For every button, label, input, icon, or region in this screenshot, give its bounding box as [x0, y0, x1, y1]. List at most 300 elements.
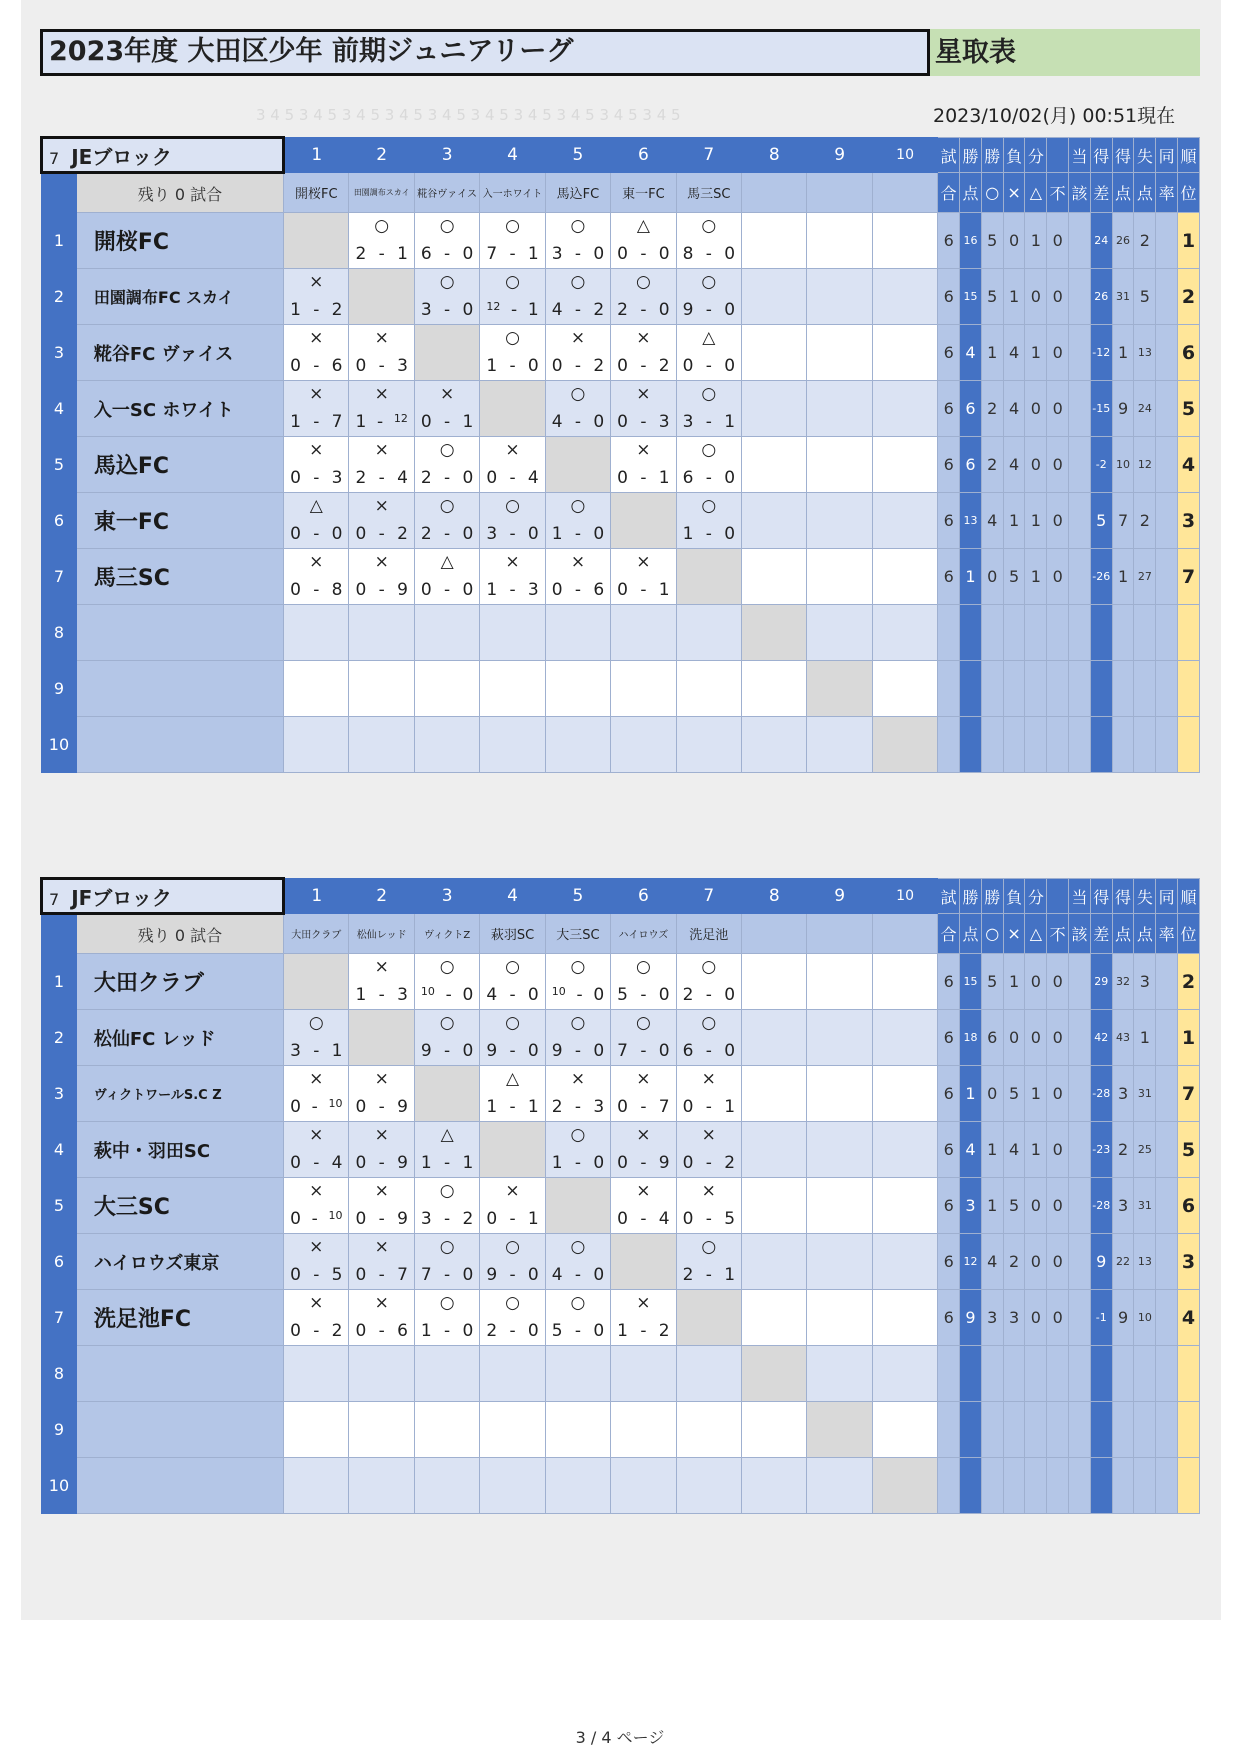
column-number: 5	[545, 879, 610, 914]
score-dash: -	[444, 1041, 451, 1061]
score-for: 0	[290, 356, 301, 376]
match-score	[677, 1153, 741, 1173]
stat-cell: 3	[1112, 1178, 1134, 1234]
score-dash: -	[640, 468, 647, 488]
column-number: 6	[611, 138, 676, 173]
match-score	[349, 1321, 413, 1341]
score-against: 0	[724, 356, 736, 376]
stat-cell: 0	[1047, 1010, 1069, 1066]
match-score	[480, 524, 544, 544]
column-number: 4	[480, 879, 545, 914]
stat-cell: 5	[1003, 1178, 1025, 1234]
match-score	[480, 1041, 544, 1061]
stat-cell: 9	[960, 1290, 982, 1346]
score-for: 3	[420, 1209, 432, 1229]
stat-cell: -28	[1090, 1066, 1112, 1122]
row-number: 5	[42, 437, 77, 493]
stat-cell	[1134, 605, 1156, 661]
stat-cell: 1	[981, 325, 1003, 381]
match-cell	[872, 661, 937, 717]
opponent-header	[807, 173, 872, 213]
result-mark: ×	[701, 1125, 716, 1145]
match-score	[611, 468, 675, 488]
team-name: 萩中・羽田SC	[76, 1122, 283, 1178]
score-dash: -	[444, 1209, 451, 1229]
stat-cell	[960, 1402, 982, 1458]
opponent-header: 馬三SC	[676, 173, 741, 213]
match-cell	[284, 1458, 349, 1514]
team-row	[42, 661, 1200, 717]
match-cell	[349, 954, 414, 1010]
score-dash: -	[445, 985, 452, 1005]
stat-header-top: 試	[938, 879, 960, 914]
header-row-opponents	[42, 914, 1200, 954]
stat-header-bottom: 差	[1090, 914, 1112, 954]
stat-cell: 0	[1047, 1234, 1069, 1290]
stat-cell: 16	[960, 213, 982, 269]
stat-cell	[960, 1458, 982, 1514]
opponent-header: 馬込FC	[545, 173, 610, 213]
stat-cell: 6	[938, 437, 960, 493]
score-dash: -	[313, 1041, 320, 1061]
score-for: 1	[420, 1321, 432, 1341]
stat-header-bottom: 該	[1069, 173, 1091, 213]
remaining-games: 残り 0 試合	[76, 914, 283, 954]
score-dash: -	[444, 1321, 451, 1341]
score-for: 1	[420, 1153, 432, 1173]
header-row-opponents	[42, 173, 1200, 213]
stat-cell: 10	[1112, 437, 1134, 493]
match-cell	[742, 1178, 807, 1234]
result-mark: ○	[701, 496, 717, 516]
match-cell	[284, 325, 349, 381]
match-score	[284, 1209, 348, 1229]
score-for: 5	[617, 985, 628, 1005]
score-for: 9	[486, 1041, 498, 1061]
stat-cell	[938, 1402, 960, 1458]
score-for: 2	[420, 524, 432, 544]
score-dash: -	[313, 524, 320, 544]
row-number: 8	[42, 1346, 77, 1402]
stat-cell: 5	[1090, 493, 1112, 549]
stat-cell: 0	[1025, 381, 1047, 437]
match-score	[284, 1265, 348, 1285]
result-mark: ○	[635, 1013, 651, 1033]
match-cell	[807, 269, 872, 325]
match-score	[284, 300, 348, 320]
stat-cell: 1	[981, 1122, 1003, 1178]
score-against: 0	[462, 244, 474, 264]
result-mark: ×	[374, 1069, 389, 1089]
row-number: 2	[42, 1010, 77, 1066]
stat-cell: 1	[1112, 325, 1134, 381]
match-cell	[545, 1290, 610, 1346]
score-against: 0	[724, 524, 736, 544]
match-cell	[872, 1010, 937, 1066]
header-row-numbers	[42, 138, 1200, 173]
match-cell	[807, 549, 872, 605]
match-cell	[414, 1010, 479, 1066]
match-score	[284, 1153, 348, 1173]
match-score	[415, 468, 479, 488]
score-for: 4	[551, 1265, 563, 1285]
match-cell	[611, 605, 676, 661]
score-for: 1	[290, 412, 301, 432]
score-for: 0	[486, 468, 498, 488]
stat-cell: 0	[1047, 325, 1069, 381]
match-cell	[742, 493, 807, 549]
score-dash: -	[311, 1209, 318, 1229]
match-score	[284, 1041, 348, 1061]
match-score	[677, 300, 741, 320]
match-cell	[742, 549, 807, 605]
score-against: 1	[397, 244, 408, 264]
score-against: 7	[397, 1265, 408, 1285]
match-score	[415, 985, 479, 1005]
column-number: 7	[676, 879, 741, 914]
stat-cell	[938, 605, 960, 661]
stat-cell	[1156, 1122, 1178, 1178]
match-cell	[742, 269, 807, 325]
match-cell	[676, 437, 741, 493]
result-mark: △	[440, 1125, 454, 1145]
stat-cell	[1134, 1458, 1156, 1514]
stat-cell: 4	[1003, 437, 1025, 493]
match-cell	[807, 954, 872, 1010]
score-for: 0	[420, 580, 432, 600]
stat-cell: 1	[1025, 549, 1047, 605]
match-score	[677, 1265, 741, 1285]
score-for: 1	[486, 1097, 498, 1117]
result-mark: ×	[309, 272, 324, 292]
score-against: 0	[527, 1265, 539, 1285]
stat-cell	[1090, 1402, 1112, 1458]
stat-cell	[1069, 213, 1091, 269]
stat-cell	[1134, 661, 1156, 717]
row-number: 6	[42, 1234, 77, 1290]
match-score	[349, 356, 413, 376]
stat-cell	[1156, 269, 1178, 325]
self-match-cell	[872, 717, 937, 773]
match-cell	[349, 493, 414, 549]
match-score	[677, 985, 741, 1005]
match-score	[349, 1265, 413, 1285]
score-dash: -	[705, 1041, 712, 1061]
score-against: 2	[658, 1321, 670, 1341]
score-against: 0	[462, 985, 474, 1005]
stat-header-top: 当	[1069, 138, 1091, 173]
match-cell	[545, 717, 610, 773]
match-score	[349, 412, 413, 432]
opponent-header: ヴィクトZ	[414, 914, 479, 954]
result-mark: ○	[570, 957, 586, 977]
score-against: 1	[462, 412, 474, 432]
score-for: 2	[420, 468, 432, 488]
match-score	[480, 580, 544, 600]
match-cell	[872, 1346, 937, 1402]
stat-cell	[1003, 1346, 1025, 1402]
score-dash: -	[705, 468, 712, 488]
score-against: 0	[462, 580, 474, 600]
score-dash: -	[444, 524, 451, 544]
score-dash: -	[444, 244, 451, 264]
stat-cell	[1134, 1346, 1156, 1402]
match-cell	[676, 1178, 741, 1234]
self-match-cell	[545, 437, 610, 493]
stat-cell: 24	[1090, 213, 1112, 269]
result-mark: ○	[439, 957, 455, 977]
stat-cell	[1069, 661, 1091, 717]
score-for: 0	[617, 412, 628, 432]
score-for: 0	[290, 1265, 301, 1285]
row-number: 4	[42, 381, 77, 437]
row-number: 7	[42, 549, 77, 605]
stat-cell	[1069, 1122, 1091, 1178]
stat-cell: 6	[938, 1178, 960, 1234]
match-cell	[611, 213, 676, 269]
stat-header-bottom: 点	[1134, 914, 1156, 954]
score-dash: -	[574, 1265, 582, 1285]
score-for: 0	[290, 1209, 301, 1229]
team-row	[42, 1122, 1200, 1178]
result-mark: ○	[439, 1181, 455, 1201]
timestamp: 2023/10/02(月) 00:51現在	[933, 105, 1176, 127]
team-row	[42, 954, 1200, 1010]
result-mark: ○	[439, 440, 455, 460]
match-cell	[807, 1178, 872, 1234]
match-score	[415, 300, 479, 320]
score-dash: -	[313, 580, 320, 600]
stat-cell: 6	[938, 381, 960, 437]
stat-cell	[1156, 1402, 1178, 1458]
match-score	[611, 1321, 675, 1341]
match-cell	[349, 1234, 414, 1290]
opponent-header	[742, 914, 807, 954]
team-row	[42, 605, 1200, 661]
row-number: 7	[42, 1290, 77, 1346]
match-cell	[611, 1402, 676, 1458]
match-score	[611, 580, 675, 600]
match-cell	[742, 1234, 807, 1290]
self-match-cell	[284, 213, 349, 269]
match-cell	[676, 1122, 741, 1178]
match-score	[284, 580, 348, 600]
score-dash: -	[705, 524, 712, 544]
match-cell	[676, 1234, 741, 1290]
stat-cell	[1156, 605, 1178, 661]
self-match-cell	[611, 493, 676, 549]
stat-cell: 2	[1178, 954, 1200, 1010]
match-cell	[872, 1402, 937, 1458]
result-mark: ○	[374, 216, 390, 236]
stat-header-top: 負	[1003, 138, 1025, 173]
match-cell	[414, 493, 479, 549]
stat-cell: -28	[1090, 1178, 1112, 1234]
stat-cell	[1047, 1402, 1069, 1458]
stat-cell: 0	[1025, 1234, 1047, 1290]
stat-cell	[1156, 1178, 1178, 1234]
score-dash: -	[313, 300, 320, 320]
team-name: ヴィクトワールS.C Z	[76, 1066, 283, 1122]
score-dash: -	[378, 524, 385, 544]
match-score	[415, 524, 479, 544]
score-against: 0	[724, 300, 736, 320]
result-mark: ○	[701, 272, 717, 292]
score-against: 7	[658, 1097, 670, 1117]
stat-cell: 2	[1134, 213, 1156, 269]
score-for: 1	[486, 356, 498, 376]
match-score	[284, 356, 348, 376]
score-for: 3	[420, 300, 432, 320]
match-cell	[545, 605, 610, 661]
score-dash: -	[705, 1265, 712, 1285]
result-mark: ○	[439, 1013, 455, 1033]
stat-header-top: 得	[1112, 879, 1134, 914]
stat-cell: 4	[1003, 381, 1025, 437]
score-against: 3	[658, 412, 670, 432]
score-for: 3	[682, 412, 694, 432]
column-number: 8	[742, 879, 807, 914]
stat-cell: 9	[1112, 381, 1134, 437]
stat-header-top: 同	[1156, 879, 1178, 914]
stat-cell: 22	[1112, 1234, 1134, 1290]
team-name: 糀谷FC ヴァイス	[76, 325, 283, 381]
stat-cell: 5	[1003, 549, 1025, 605]
header-row-numbers	[42, 879, 1200, 914]
score-against: 9	[397, 1209, 408, 1229]
stat-cell: 1	[1003, 269, 1025, 325]
stat-cell: 26	[1112, 213, 1134, 269]
score-against: 0	[462, 468, 474, 488]
stat-cell: 9	[1112, 1290, 1134, 1346]
ghost-row: 3 4 5 3 4 5 3 4 5 3 4 5 3 4 5 3 4 5 3 4 5 3 4 5 3 4 5 3 4 5	[256, 106, 681, 124]
result-mark: ×	[701, 1069, 716, 1089]
score-against: 9	[397, 1153, 408, 1173]
match-score	[611, 412, 675, 432]
score-for: 9	[486, 1265, 498, 1285]
score-dash: -	[444, 412, 451, 432]
match-cell	[349, 605, 414, 661]
stat-cell: 0	[981, 549, 1003, 605]
result-mark: ×	[505, 440, 520, 460]
match-cell	[807, 213, 872, 269]
score-for: 1	[551, 524, 563, 544]
stat-cell	[1090, 717, 1112, 773]
score-against: 1	[527, 244, 539, 264]
score-against: 7	[331, 412, 343, 432]
match-cell	[742, 954, 807, 1010]
stat-cell	[938, 717, 960, 773]
match-score	[415, 1209, 479, 1229]
result-mark: △	[440, 552, 454, 572]
stat-header-top: 勝	[981, 879, 1003, 914]
match-cell	[480, 954, 545, 1010]
score-for: 0	[486, 1209, 498, 1229]
row-number: 3	[42, 325, 77, 381]
stat-cell: 31	[1134, 1178, 1156, 1234]
page-subtitle: 星取表	[930, 29, 1200, 76]
score-dash: -	[311, 1097, 318, 1117]
match-score	[349, 580, 413, 600]
score-against: 0	[527, 1041, 539, 1061]
stat-cell: 6	[938, 1234, 960, 1290]
match-cell	[807, 1290, 872, 1346]
match-cell	[545, 381, 610, 437]
stat-cell	[1025, 1346, 1047, 1402]
score-dash: -	[509, 468, 516, 488]
stat-cell	[960, 1346, 982, 1402]
stat-cell	[1156, 717, 1178, 773]
result-mark: △	[506, 1069, 520, 1089]
team-row	[42, 213, 1200, 269]
score-dash: -	[574, 300, 582, 320]
team-name	[76, 1346, 283, 1402]
match-cell	[480, 717, 545, 773]
result-mark: ×	[570, 552, 586, 572]
match-cell	[611, 269, 676, 325]
stat-header-top: 失	[1134, 879, 1156, 914]
score-dash: -	[640, 1097, 647, 1117]
stat-cell: 3	[1178, 1234, 1200, 1290]
block-number: 7	[49, 889, 60, 909]
stat-cell	[1156, 493, 1178, 549]
self-match-cell	[349, 269, 414, 325]
match-cell	[480, 1234, 545, 1290]
score-against: 4	[527, 468, 539, 488]
match-cell	[742, 1010, 807, 1066]
row-number: 1	[42, 213, 77, 269]
column-number: 9	[807, 879, 872, 914]
result-mark: ×	[374, 384, 389, 404]
match-cell	[414, 1234, 479, 1290]
score-for: 10	[551, 985, 566, 998]
stat-cell: 5	[1178, 1122, 1200, 1178]
match-cell	[611, 1346, 676, 1402]
score-against: 0	[527, 524, 539, 544]
stat-cell: 6	[960, 437, 982, 493]
match-cell	[480, 437, 545, 493]
score-for: 0	[355, 1209, 367, 1229]
match-cell	[807, 717, 872, 773]
score-against: 0	[724, 985, 736, 1005]
team-row	[42, 493, 1200, 549]
result-mark: ○	[439, 216, 455, 236]
score-for: 7	[486, 244, 498, 264]
stat-header-top: 得	[1112, 138, 1134, 173]
result-mark: ○	[570, 1013, 586, 1033]
match-score	[349, 985, 413, 1005]
match-score	[415, 1321, 479, 1341]
stat-cell	[1112, 1458, 1134, 1514]
match-score	[677, 468, 741, 488]
team-row	[42, 717, 1200, 773]
team-name	[76, 1458, 283, 1514]
stat-cell	[938, 661, 960, 717]
score-for: 0	[617, 1097, 628, 1117]
stat-cell	[1112, 717, 1134, 773]
match-cell	[872, 269, 937, 325]
result-mark: ○	[308, 1013, 324, 1033]
stat-cell: 1	[1025, 325, 1047, 381]
stat-header-bottom: 率	[1156, 173, 1178, 213]
stat-cell: 5	[981, 269, 1003, 325]
score-against: 1	[331, 1041, 343, 1061]
match-cell	[349, 549, 414, 605]
stat-cell	[1069, 1402, 1091, 1458]
match-score	[284, 1097, 348, 1117]
match-cell	[872, 493, 937, 549]
score-against: 0	[593, 1265, 605, 1285]
